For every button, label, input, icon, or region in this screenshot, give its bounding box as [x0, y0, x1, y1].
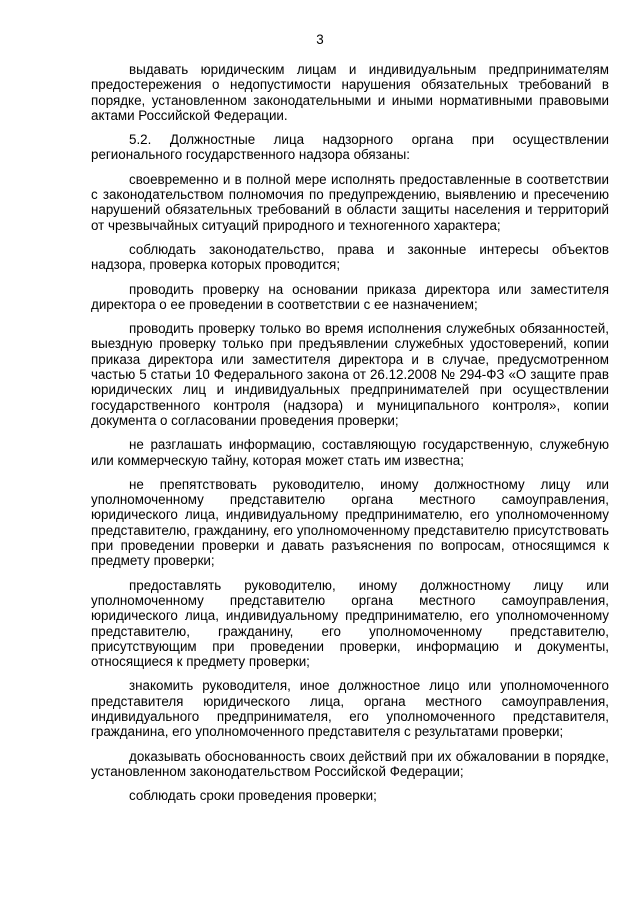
paragraph: проводить проверку на основании приказа директора или заместителя директора о ее проведении в соответствии с ее назначением;: [91, 281, 609, 312]
paragraph: своевременно и в полной мере исполнять предоставленные в соответствии с законодательством полномочия по предупреждению, выявлению и пресечению нарушений обязательных требований в области защиты населения и территорий от чрезвычайных ситуаций природного и техногенного характера;: [91, 171, 609, 233]
page-number: 3: [316, 32, 324, 47]
paragraph: доказывать обоснованность своих действий при их обжаловании в порядке, установленном законодательством Российской Федерации;: [91, 748, 609, 779]
paragraph: не разглашать информацию, составляющую государственную, служебную или коммерческую тайну, которая может стать им известна;: [91, 437, 609, 468]
document-body: [91, 62, 609, 812]
paragraph: предоставлять руководителю, иному должностному лицу или уполномоченному представителю органа местного самоуправления, юридического лица, индивидуальному предпринимателю, его уполномоченному представителю, гражданину, его уполномоченному представителю, присутствующим при проведении проверки, информацию и документы, относящиеся к предмету проверки;: [91, 577, 609, 670]
paragraph: выдавать юридическим лицам и индивидуальным предпринимателям предостережения о недопустимости нарушения обязательных требований в порядке, установленном законодательными и иными нормативными правовыми актами Российской Федерации.: [91, 62, 609, 123]
paragraph: соблюдать законодательство, права и законные интересы объектов надзора, проверка которых проводится;: [91, 241, 609, 273]
paragraph: 5.2. Должностные лица надзорного органа при осуществлении регионального государственного надзора обязаны:: [91, 132, 609, 163]
paragraph: соблюдать сроки проведения проверки;: [129, 788, 377, 804]
paragraph: знакомить руководителя, иное должностное лицо или уполномоченного представителя юридического лица, органа местного самоуправления, индивидуального предпринимателя, его уполномоченного представителя, гражданина, его уполномоченного представителя с результатами проверки;: [91, 678, 609, 740]
paragraph: не препятствовать руководителю, иному должностному лицу или уполномоченному представителю органа местного самоуправления, юридического лица, индивидуальному предпринимателю, его уполномоченному представителю, гражданину, его уполномоченному представителю присутствовать при проведении проверки и давать разъяснения по вопросам, относящимся к предмету проверки;: [91, 476, 609, 569]
paragraph: проводить проверку только во время исполнения служебных обязанностей, выездную проверку только при предъявлении служебных удостоверений, копии приказа директора или заместителя директора и в случае, предусмотренном частью 5 статьи 10 Федерального закона от 26.12.2008 № 294-ФЗ «О защите прав юридических лиц и индивидуальных предпринимателей при осуществлении государственного контроля (надзора) и муниципального контроля», копии документа о согласовании проведения проверки;: [91, 321, 609, 428]
